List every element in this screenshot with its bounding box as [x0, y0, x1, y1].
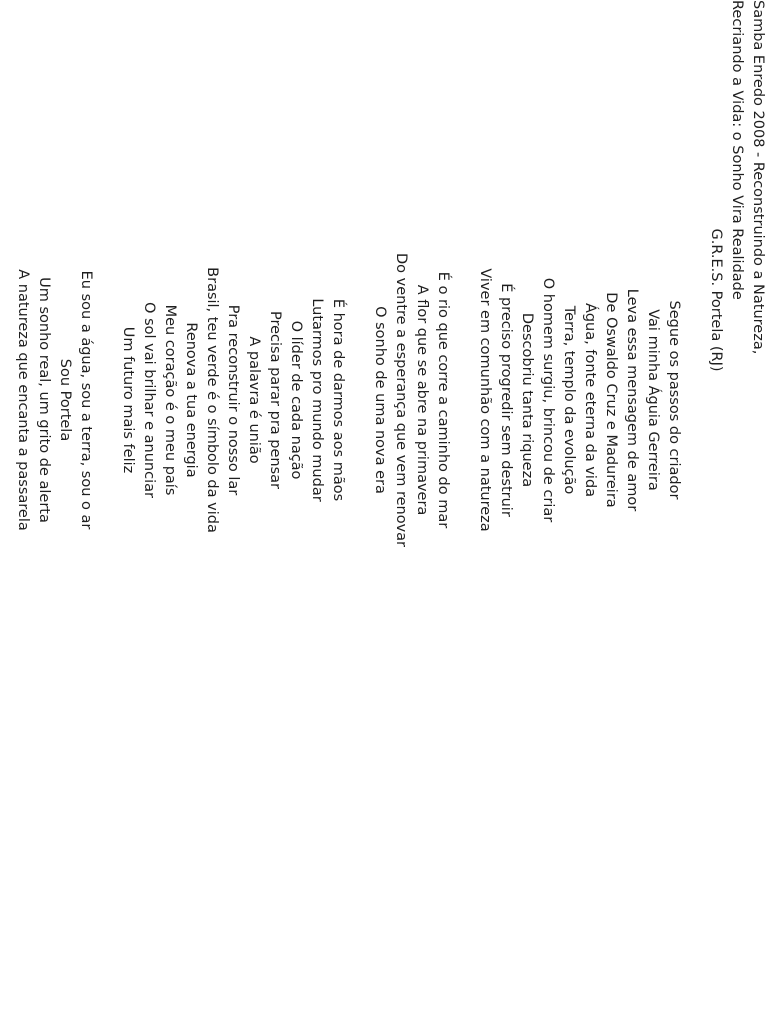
lyric-line: O sonho de uma nova era — [372, 306, 388, 494]
lyric-line: Vai minha Águia Gerreira — [645, 309, 661, 491]
lyric-line: Terra, templo da evolução — [561, 305, 577, 495]
lyric-line: Leva essa mensagem de amor — [624, 288, 640, 512]
lyric-line: A natureza que encanta a passarela — [15, 269, 31, 531]
title-line-1: Samba Enredo 2008 - Reconstruindo a Natureza, — [750, 0, 766, 355]
lyric-line: Meu coração é o meu país — [162, 304, 178, 496]
lyric-line: É preciso progredir sem destruir — [498, 283, 514, 517]
lyric-line: Renova a tua energia — [183, 322, 199, 478]
lyric-line: O homem surgiu, brincou de criar — [540, 277, 556, 523]
title-line-2: Recriando a Vida: o Sonho Vira Realidade — [729, 0, 745, 300]
lyric-line: Brasil, teu verde é o símbolo da vida — [204, 267, 220, 533]
lyric-line: Sou Portela — [57, 358, 73, 442]
lyric-line: É o rio que corre a caminho do mar — [435, 271, 451, 529]
lyric-line: É hora de darmos aos mãos — [330, 298, 346, 502]
lyric-line: Viver em comunhão com a natureza — [477, 268, 493, 532]
title-line-3: G.R.E.S. Portela (RJ) — [708, 228, 724, 372]
lyric-line: Descobriu tanta riqueza — [519, 312, 535, 488]
lyric-line: A flor que se abre na primavera — [414, 284, 430, 516]
lyric-line: O líder de cada nação — [288, 320, 304, 480]
lyric-line: Segue os passos do criador — [666, 300, 682, 500]
lyric-line: O sol vai brilhar e anunciar — [141, 302, 157, 498]
lyric-line: Um futuro mais feliz — [120, 326, 136, 474]
lyric-line: Um sonho real, um grito de alerta — [36, 277, 52, 523]
lyric-line: Eu sou a água, sou a terra, sou o ar — [78, 270, 94, 530]
lyric-line: Lutarmos pro mundo mudar — [309, 298, 325, 502]
lyric-line: Precisa parar pra pensar — [267, 311, 283, 489]
lyric-line: De Oswaldo Cruz e Madureira — [603, 292, 619, 508]
lyric-line: A palavra é união — [246, 336, 262, 464]
lyric-line: Pra reconstruir o nosso lar — [225, 304, 241, 496]
lyric-line: Água, fonte eterna da vida — [582, 302, 598, 498]
lyric-line: Do ventre a esperança que vem renovar — [393, 252, 409, 547]
